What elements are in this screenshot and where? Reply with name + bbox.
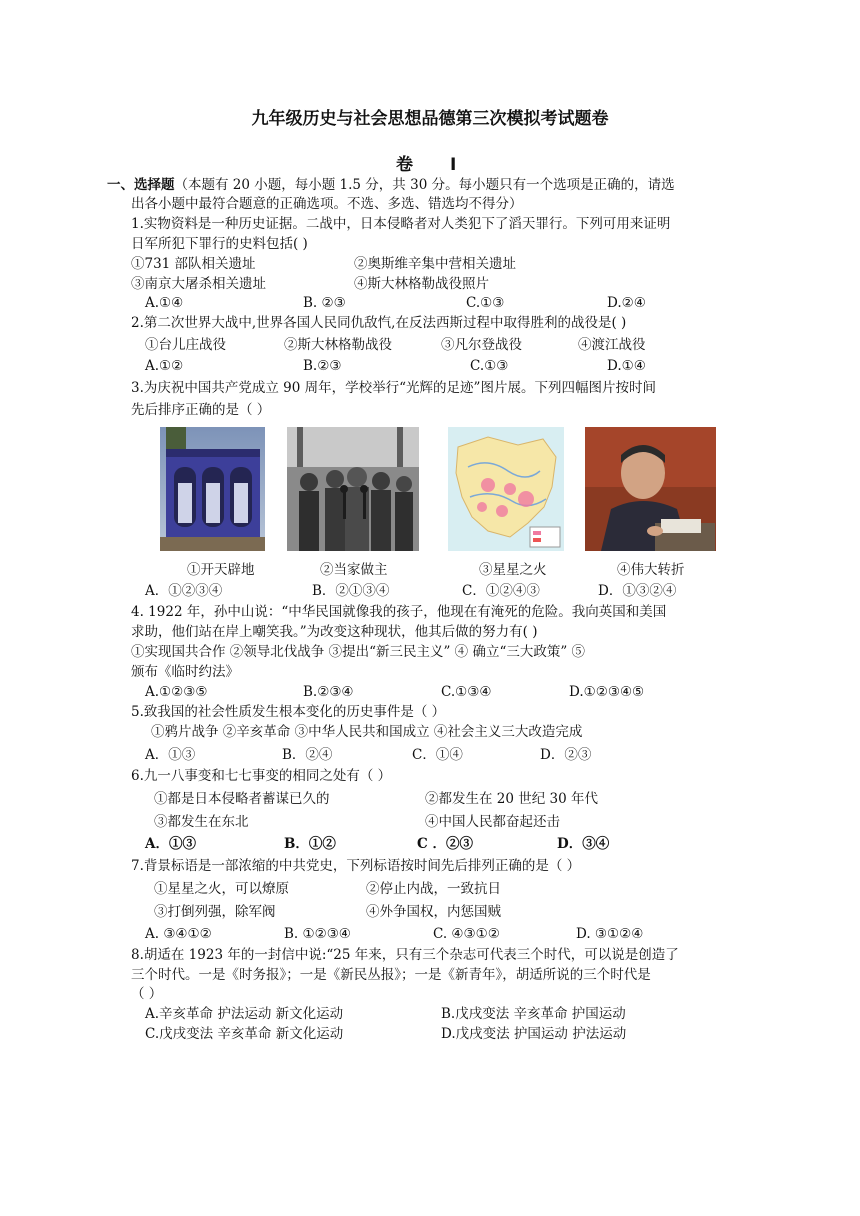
founding-ceremony-photo-icon bbox=[287, 427, 419, 551]
q6-option-c[interactable]: C ．②③ bbox=[417, 836, 473, 852]
q6-option-b[interactable]: B．①② bbox=[284, 836, 336, 852]
q7-option-d[interactable]: D. ③①②④ bbox=[576, 926, 644, 942]
q7-option-c[interactable]: C. ④③①② bbox=[433, 926, 500, 942]
q1-item-4: ④斯大林格勒战役照片 bbox=[354, 276, 489, 292]
volume-label: 卷 bbox=[396, 155, 414, 175]
building-photo-icon bbox=[160, 427, 265, 551]
q3-option-c[interactable]: C．①②④③ bbox=[462, 583, 540, 599]
q5-option-b[interactable]: B．②④ bbox=[282, 747, 333, 763]
section-instructions: 一、选择题（本题有 20 小题，每小题 1.5 分，共 30 分。每小题只有一个选项是正确的，请选 bbox=[107, 177, 675, 193]
q7-item-1: ①星星之火，可以燎原 bbox=[154, 881, 289, 897]
q1-stem-line1: 1.实物资料是一种历史证据。二战中，日本侵略者对人类犯下了滔天罪行。下列可用来证明 bbox=[131, 216, 671, 232]
q1-item-3: ③南京大屠杀相关遗址 bbox=[131, 276, 266, 292]
q1-stem-line2: 日军所犯下罪行的史料包括( ) bbox=[131, 236, 308, 252]
q6-option-d[interactable]: D．③④ bbox=[557, 836, 610, 852]
q4-option-c[interactable]: C.①③④ bbox=[441, 684, 492, 700]
q2-item-3: ③凡尔登战役 bbox=[441, 337, 522, 353]
q2-item-4: ④渡江战役 bbox=[578, 337, 646, 353]
q3-option-a[interactable]: A．①②③④ bbox=[145, 583, 223, 599]
q6-item-2: ②都发生在 20 世纪 30 年代 bbox=[425, 791, 599, 807]
q3-option-d[interactable]: D．①③②④ bbox=[598, 583, 677, 599]
q3-caption-4: ④伟大转折 bbox=[617, 562, 685, 578]
q2-item-2: ②斯大林格勒战役 bbox=[284, 337, 392, 353]
q1-option-c[interactable]: C.①③ bbox=[466, 295, 505, 311]
q3-caption-2: ②当家做主 bbox=[320, 562, 388, 578]
q4-items-line1: ①实现国共合作 ②领导北伐战争 ③提出“新三民主义” ④ 确立“三大政策” ⑤ bbox=[131, 644, 586, 660]
q2-option-d[interactable]: D.①④ bbox=[607, 358, 646, 374]
q4-option-a[interactable]: A.①②③⑤ bbox=[145, 684, 208, 700]
section-heading: 一、选择题 bbox=[107, 177, 175, 193]
q6-stem: 6.九一八事变和七七事变的相同之处有（ ） bbox=[131, 768, 392, 784]
q5-items: ①鸦片战争 ②辛亥革命 ③中华人民共和国成立 ④社会主义三大改造完成 bbox=[151, 724, 583, 740]
q3-option-b[interactable]: B．②①③④ bbox=[312, 583, 390, 599]
q8-option-b[interactable]: B.戊戌变法 辛亥革命 护国运动 bbox=[441, 1006, 626, 1022]
q1-item-1: ①731 部队相关遗址 bbox=[131, 256, 256, 272]
volume-heading bbox=[396, 150, 457, 175]
q6-option-a[interactable]: A．①③ bbox=[145, 836, 196, 852]
q7-option-b[interactable]: B. ①②③④ bbox=[284, 926, 351, 942]
q2-stem: 2.第二次世界大战中,世界各国人民同仇敌忾,在反法西斯过程中取得胜利的战役是( ) bbox=[131, 315, 627, 331]
q3-caption-3: ③星星之火 bbox=[479, 562, 547, 578]
volume-numeral: Ⅰ bbox=[450, 155, 458, 175]
q3-stem-line2: 先后排序正确的是（ ） bbox=[131, 402, 271, 418]
q4-stem-line1: 4. 1922 年，孙中山说：“中华民国就像我的孩子，他现在有淹死的危险。我向英国和美国 bbox=[131, 604, 667, 620]
q4-stem-line2: 求助，他们站在岸上嘲笑我。”为改变这种现状，他其后做的努力有( ) bbox=[131, 624, 538, 640]
q8-stem-line3: （ ） bbox=[131, 986, 163, 1002]
q8-stem-line2: 三个时代。一是《时务报》；一是《新民丛报》；一是《新青年》，胡适所说的三个时代是 bbox=[131, 967, 651, 983]
q2-option-c[interactable]: C.①③ bbox=[470, 358, 509, 374]
q6-item-4: ④中国人民都奋起还击 bbox=[425, 814, 560, 830]
q1-item-2: ②奥斯维辛集中营相关遗址 bbox=[354, 256, 516, 272]
q4-items-line2: 颁布《临时约法》 bbox=[131, 664, 239, 680]
q3-stem-line1: 3.为庆祝中国共产党成立 90 周年，学校举行“光辉的足迹”图片展。下列四幅图片按时间 bbox=[131, 380, 656, 396]
q7-stem: 7.背景标语是一部浓缩的中共党史，下列标语按时间先后排列正确的是（ ） bbox=[131, 858, 581, 874]
q5-option-c[interactable]: C．①④ bbox=[412, 747, 463, 763]
section-instructions-line2: 出各小题中最符合题意的正确选项。不选、多选、错选均不得分） bbox=[131, 196, 523, 212]
q8-option-a[interactable]: A.辛亥革命 护法运动 新文化运动 bbox=[145, 1006, 344, 1022]
q7-item-2: ②停止内战，一致抗日 bbox=[366, 881, 501, 897]
q5-stem: 5.致我国的社会性质发生根本变化的历史事件是（ ） bbox=[131, 704, 446, 720]
map-photo-icon bbox=[448, 427, 564, 551]
q1-option-b[interactable]: B. ②③ bbox=[303, 295, 346, 311]
q4-option-b[interactable]: B.②③④ bbox=[303, 684, 354, 700]
q8-stem-line1: 8.胡适在 1923 年的一封信中说:“25 年来，只有三个杂志可代表三个时代，可以说是创造了 bbox=[131, 947, 679, 963]
q7-item-3: ③打倒列强，除军阀 bbox=[154, 904, 276, 920]
q5-option-a[interactable]: A．①③ bbox=[145, 747, 196, 763]
q3-caption-1: ①开天辟地 bbox=[187, 562, 255, 578]
q8-option-d[interactable]: D.戊戌变法 护国运动 护法运动 bbox=[441, 1026, 627, 1042]
page-title: 九年级历史与社会思想品德第三次模拟考试题卷 bbox=[251, 109, 609, 129]
q4-option-d[interactable]: D.①②③④⑤ bbox=[569, 684, 645, 700]
q8-option-c[interactable]: C.戊戌变法 辛亥革命 新文化运动 bbox=[145, 1026, 344, 1042]
q6-item-3: ③都发生在东北 bbox=[154, 814, 249, 830]
portrait-photo-icon bbox=[585, 427, 716, 551]
q5-option-d[interactable]: D．②③ bbox=[540, 747, 592, 763]
q2-option-a[interactable]: A.①② bbox=[145, 358, 184, 374]
q2-item-1: ①台儿庄战役 bbox=[145, 337, 226, 353]
q1-option-d[interactable]: D.②④ bbox=[607, 295, 646, 311]
q2-option-b[interactable]: B.②③ bbox=[303, 358, 342, 374]
q7-item-4: ④外争国权，内惩国贼 bbox=[366, 904, 501, 920]
q7-option-a[interactable]: A. ③④①② bbox=[145, 926, 212, 942]
q6-item-1: ①都是日本侵略者蓄谋已久的 bbox=[154, 791, 330, 807]
q1-option-a[interactable]: A.①④ bbox=[145, 295, 184, 311]
